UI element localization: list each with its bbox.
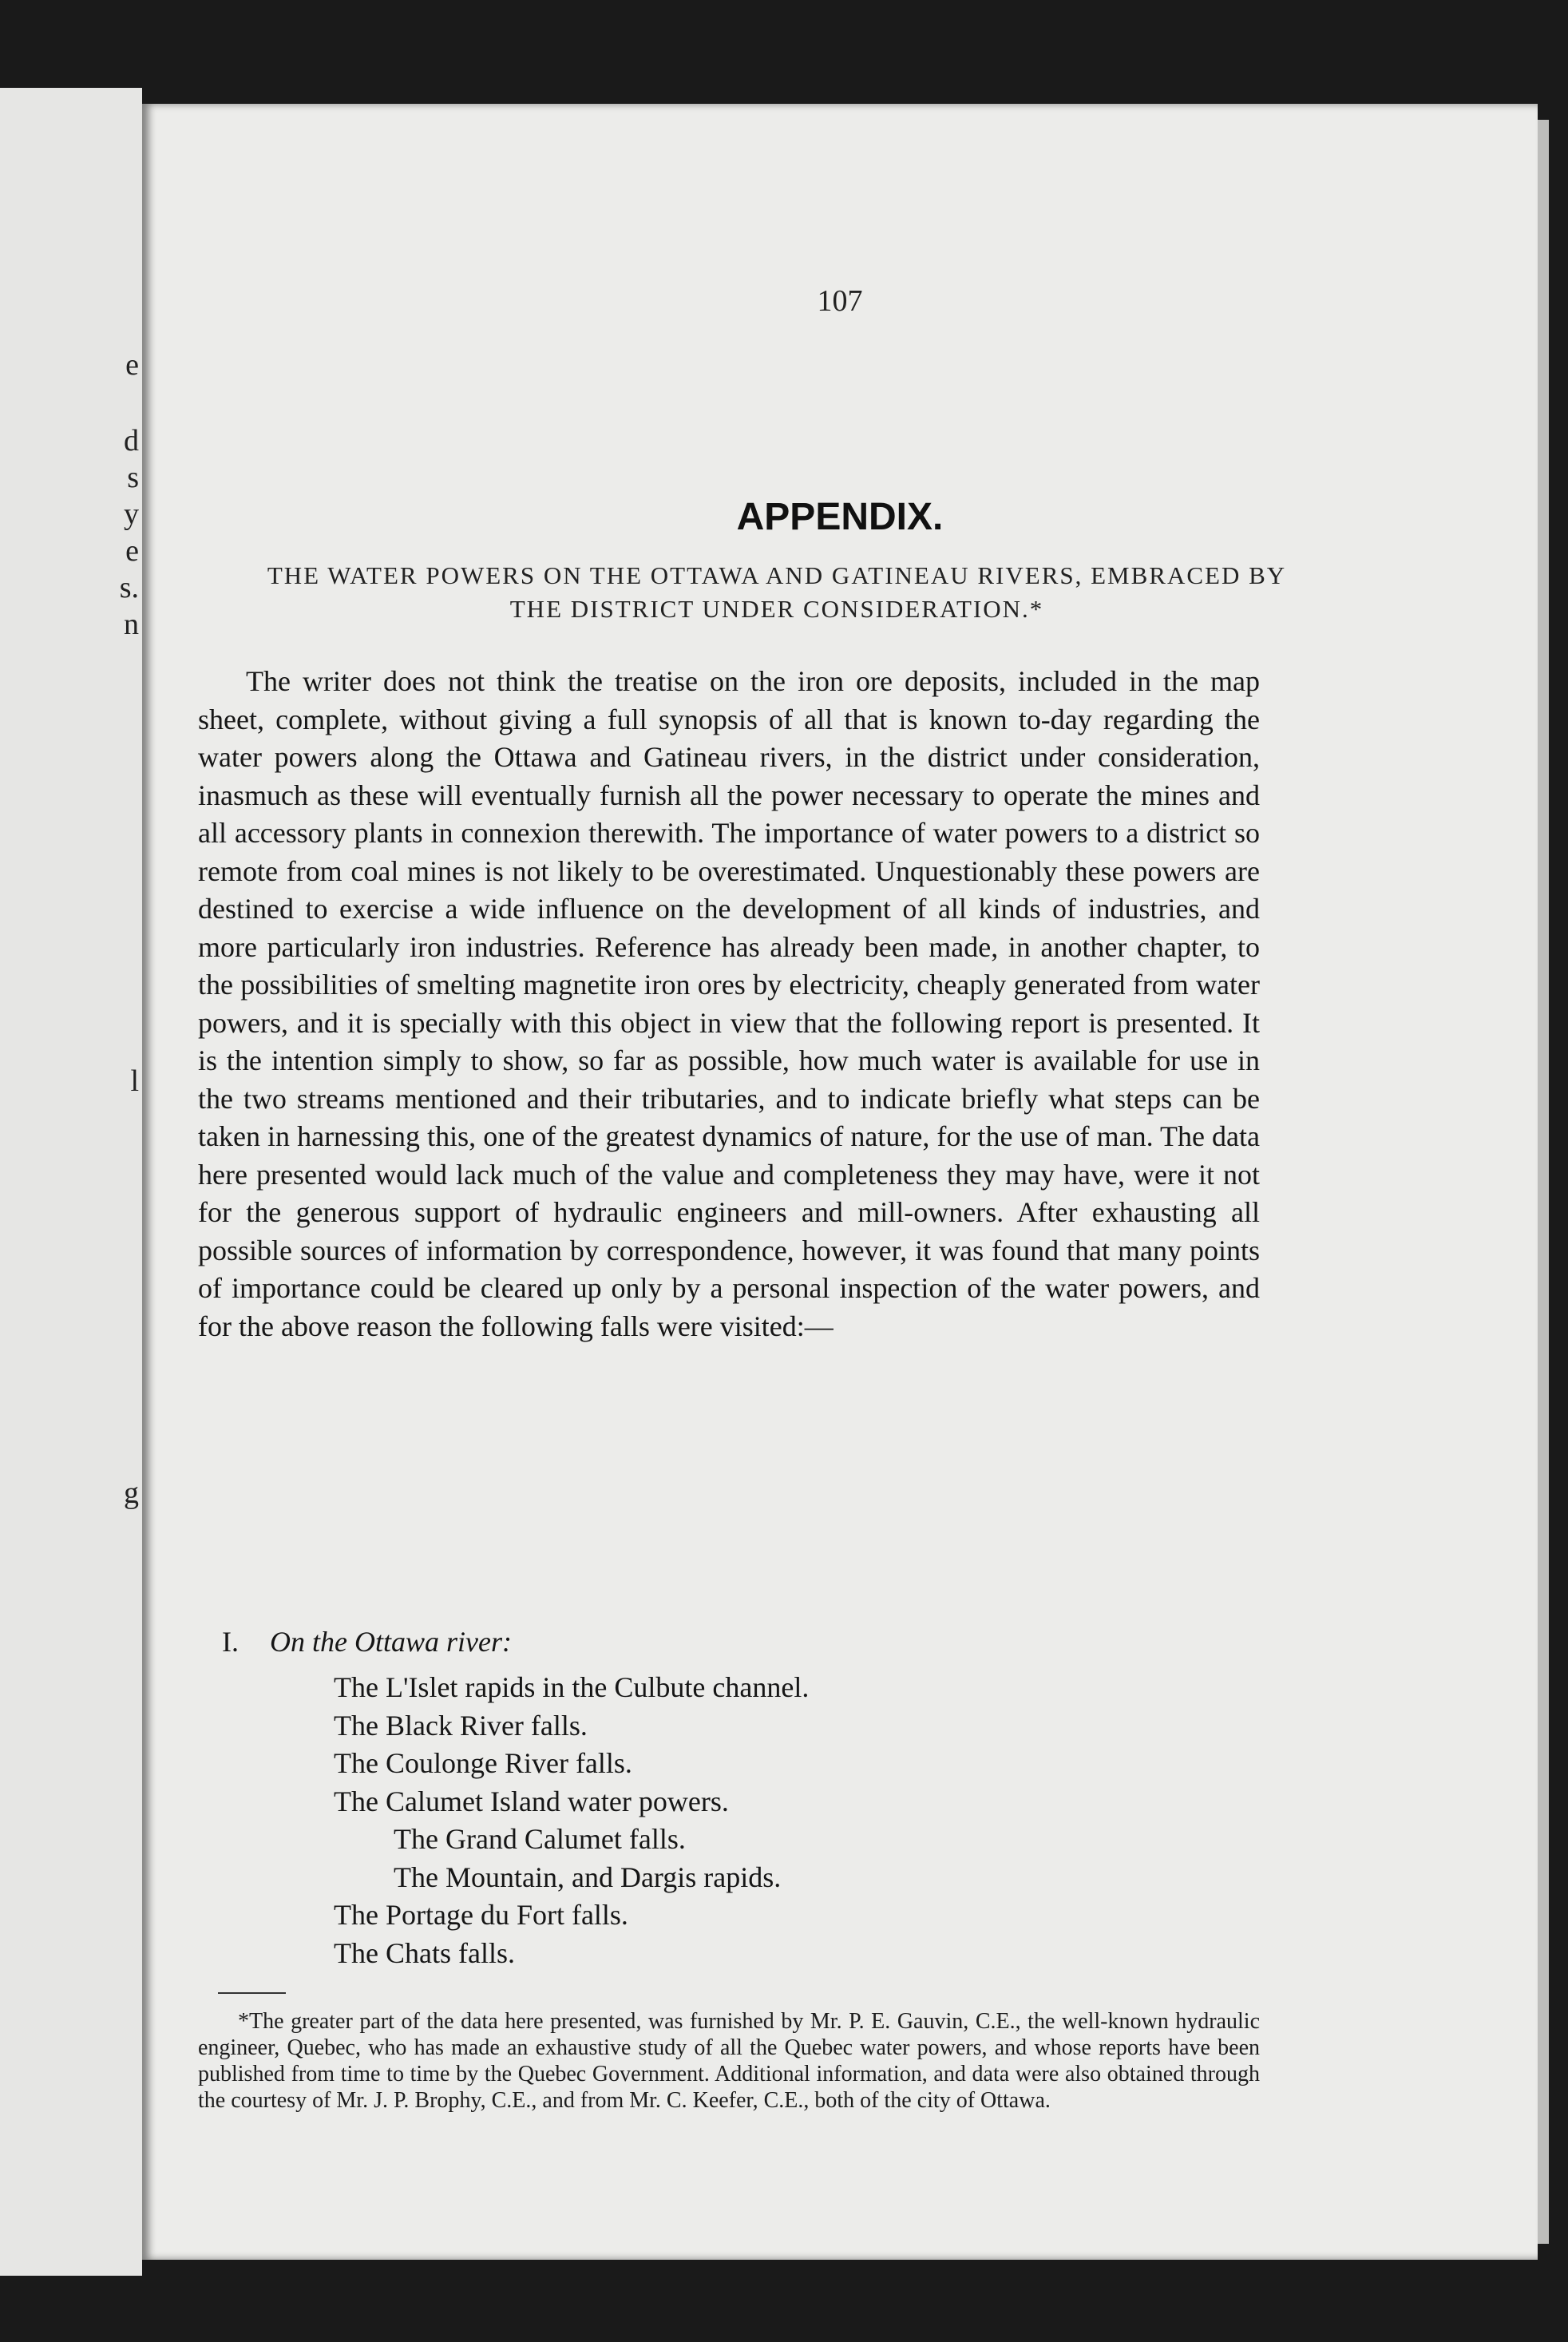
document-page xyxy=(142,104,1538,2260)
facing-page-fragment: s. xyxy=(119,571,139,604)
falls-list xyxy=(334,1669,809,1972)
list-heading-number: I. xyxy=(222,1626,239,1658)
list-heading-label: On the Ottawa river: xyxy=(270,1626,512,1658)
list-item: The Portage du Fort falls. xyxy=(334,1899,628,1931)
body-paragraph: The writer does not think the treatise on the iron ore deposits, included in the map sheet, complete, without giving a full synopsis of all that is known to-day regarding the water powers along the Ottawa and Gatineau rivers, in the district under consideration, inasmuch as these will eventually furnish all the power necessary to operate the mines and all accessory plants in connexion therewith. The importance of water powers to a district so remote from coal mines is not likely to be overestimated. Unquestionably these powers are destined to exercise a wide influence on the development of all kinds of industries, and more particularly iron industries. Reference has already been made, in another chapter, to the possibilities of smelting magnetite iron ores by electricity, cheaply generated from water powers, and it is specially with this object in view that the following report is presented. It is the intention simply to show, so far as possible, how much water is available for use in the two streams mentioned and their tributaries, and to indicate briefly what steps can be taken in harnessing this, one of the greatest dynamics of nature, for the use of man. The data here presented would lack much of the value and completeness they may have, were it not for the generous support of hydraulic engineers and mill-owners. After exhausting all possible sources of information by correspondence, however, it was found that many points of importance could be cleared up only by a personal inspection of the water powers, and for the above reason the following falls were visited:— xyxy=(198,665,1260,1342)
facing-page-fragment: g xyxy=(124,1476,139,1510)
facing-page-edge xyxy=(0,88,142,2276)
footnote-divider xyxy=(218,1992,286,1994)
facing-page-fragment: e xyxy=(125,534,139,568)
facing-page-fragment: e xyxy=(125,348,139,382)
page-number: 107 xyxy=(817,284,863,318)
facing-page-fragment: s xyxy=(127,461,139,494)
facing-page-fragment: d xyxy=(124,424,139,458)
facing-page-fragment: y xyxy=(124,497,139,531)
facing-page-fragment: n xyxy=(124,608,139,641)
list-heading xyxy=(222,1625,512,1658)
page-title: APPENDIX. xyxy=(736,496,944,538)
list-item: The Grand Calumet falls. xyxy=(394,1823,686,1855)
footnote: *The greater part of the data here presented, was furnished by Mr. P. E. Gauvin, C.E., the well-known hydraulic engineer, Quebec, who has made an exhaustive study of all the Quebec water powers, and whose reports have been published from time to time by the Quebec Government. Additional information, and data were also obtained through the courtesy of Mr. J. P. Brophy, C.E., and from Mr. C. Keefer, C.E., both of the city of Ottawa. xyxy=(198,2009,1260,2113)
list-item: The Mountain, and Dargis rapids. xyxy=(394,1861,782,1893)
list-item: The Calumet Island water powers. xyxy=(334,1785,729,1817)
facing-page-fragment: l xyxy=(130,1064,139,1098)
section-subtitle: THE WATER POWERS ON THE OTTAWA AND GATINEAU RIVERS, EMBRACED BY THE DISTRICT UNDER CONSIDERATION.* xyxy=(267,561,1287,623)
page-edge-shadow xyxy=(1538,120,1549,2244)
list-item: The Chats falls. xyxy=(334,1936,515,1969)
list-item: The L'Islet rapids in the Culbute channel. xyxy=(334,1671,810,1703)
list-item: The Black River falls. xyxy=(334,1709,588,1742)
list-item: The Coulonge River falls. xyxy=(334,1747,632,1779)
